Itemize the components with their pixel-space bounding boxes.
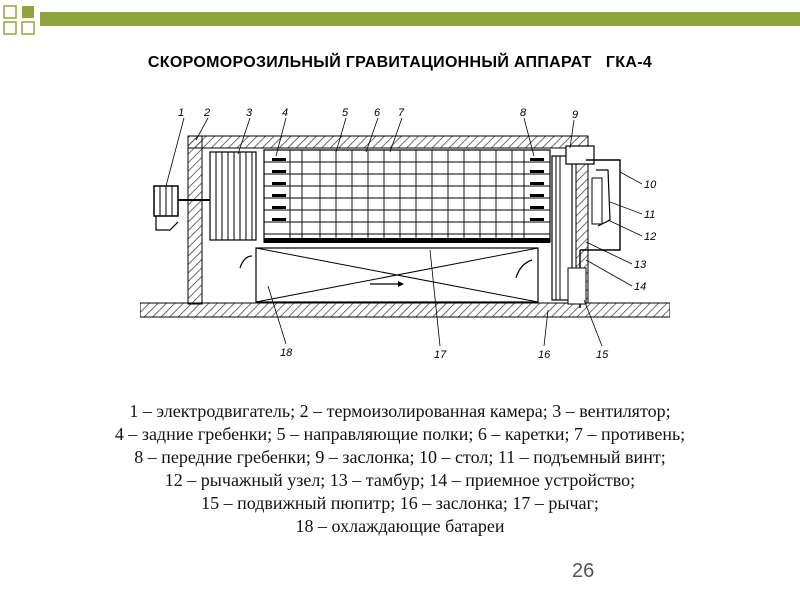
apparatus-diagram (140, 100, 670, 365)
callout-3: 3 (246, 107, 253, 119)
page-number: 26 (572, 560, 595, 582)
legend-line: 18 – охлаждающие батареи (295, 516, 505, 536)
callout-1: 1 (178, 107, 185, 119)
callout-18: 18 (280, 347, 293, 359)
callout-2: 2 (204, 107, 211, 119)
slide-title: СКОРОМОРОЗИЛЬНЫЙ ГРАВИТАЦИОННЫЙ АППАРАТ ГКА-4 (147, 54, 653, 71)
callout-5: 5 (342, 107, 349, 119)
floor (140, 303, 670, 317)
fan (210, 152, 256, 240)
deco-square (4, 22, 16, 34)
callout-11: 11 (644, 209, 656, 221)
legend-line: 12 – рычажный узел; 13 – тамбур; 14 – приемное устройство; (164, 470, 636, 490)
callout-4: 4 (282, 107, 289, 119)
callout-9: 9 (572, 109, 579, 121)
legend-line: 1 – электродвигатель; 2 – термоизолированная камера; 3 – вентилятор; (129, 401, 671, 421)
header-bar (40, 12, 800, 26)
callout-10: 10 (644, 179, 657, 191)
deco-square (22, 6, 34, 18)
callout-7: 7 (398, 107, 405, 119)
callout-17: 17 (434, 349, 447, 361)
shelf-rack (264, 150, 550, 243)
callout-8: 8 (520, 107, 527, 119)
legend (20, 400, 780, 538)
header-decoration (0, 0, 800, 40)
callout-12: 12 (644, 231, 657, 243)
legend-line: 8 – передние гребенки; 9 – заслонка; 10 – стол; 11 – подъемный винт; (134, 447, 666, 467)
deco-square (22, 22, 34, 34)
deco-square (4, 6, 16, 18)
callout-13: 13 (634, 259, 647, 271)
callout-6: 6 (374, 107, 381, 119)
cooling-batteries (240, 248, 538, 302)
legend-line: 4 – задние гребенки; 5 – направляющие полки; 6 – каретки; 7 – противень; (114, 424, 686, 444)
callout-14: 14 (634, 281, 647, 293)
callout-16: 16 (538, 349, 551, 361)
electric-motor (154, 186, 218, 230)
callout-15: 15 (596, 349, 609, 361)
legend-line: 15 – подвижный пюпитр; 16 – заслонка; 17 – рычаг; (201, 493, 599, 513)
